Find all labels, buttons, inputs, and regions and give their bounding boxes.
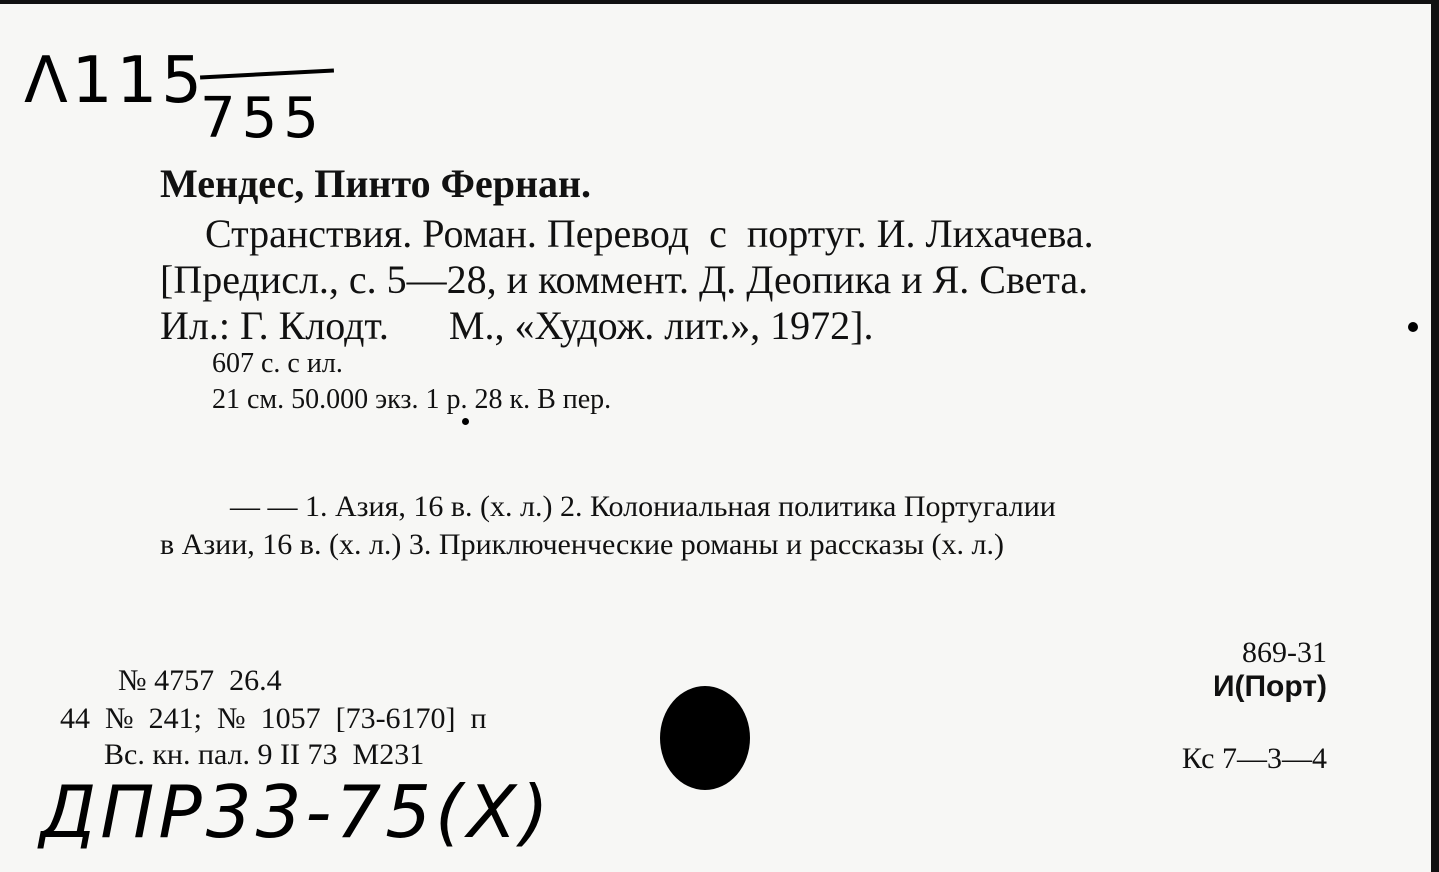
handwritten-fraction-line [200,68,334,79]
description-line-1: Странствия. Роман. Перевод с португ. И. Лихачева. [205,211,1094,256]
classification-code: 869-31 [1242,636,1327,669]
author-sign: Кс 7—3—4 [1181,742,1327,775]
registry-line-1: № 4757 26.4 [118,664,282,697]
handwritten-shelf-mark: Λ115 [24,44,206,118]
handwritten-shelf-number: 755 [200,86,325,151]
registry-line-3: Вс. кн. пал. 9 II 73 М231 [104,738,425,771]
subject-headings-line-2: в Азии, 16 в. (х. л.) 3. Приключенческие романы и рассказы (х. л.) [160,528,1004,561]
physical-description-1: 607 с. с ил. [212,348,343,379]
card-top-edge [0,0,1439,4]
physical-description-2: 21 см. 50.000 экз. 1 р. 28 к. В пер. [212,384,612,415]
card-right-edge [1431,0,1439,872]
subject-headings-line-1: — — 1. Азия, 16 в. (х. л.) 2. Колониальная политика Португалии [230,490,1056,523]
card-punch-hole [660,686,750,790]
registry-line-2: 44 № 241; № 1057 [73-6170] п [60,702,487,735]
description-line-2: [Предисл., с. 5—28, и коммент. Д. Деопика и Я. Света. [160,257,1089,302]
author-heading: Мендес, Пинто Фернан. [160,161,592,206]
classification-index: И(Порт) [1212,670,1327,703]
description-line-3: Ил.: Г. Клодт. М., «Худож. лит.», 1972]. [160,303,874,348]
ink-speck [1408,322,1418,332]
handwritten-inventory-mark: ДПР33-75(Х) [40,770,553,854]
ink-speck [462,418,469,425]
